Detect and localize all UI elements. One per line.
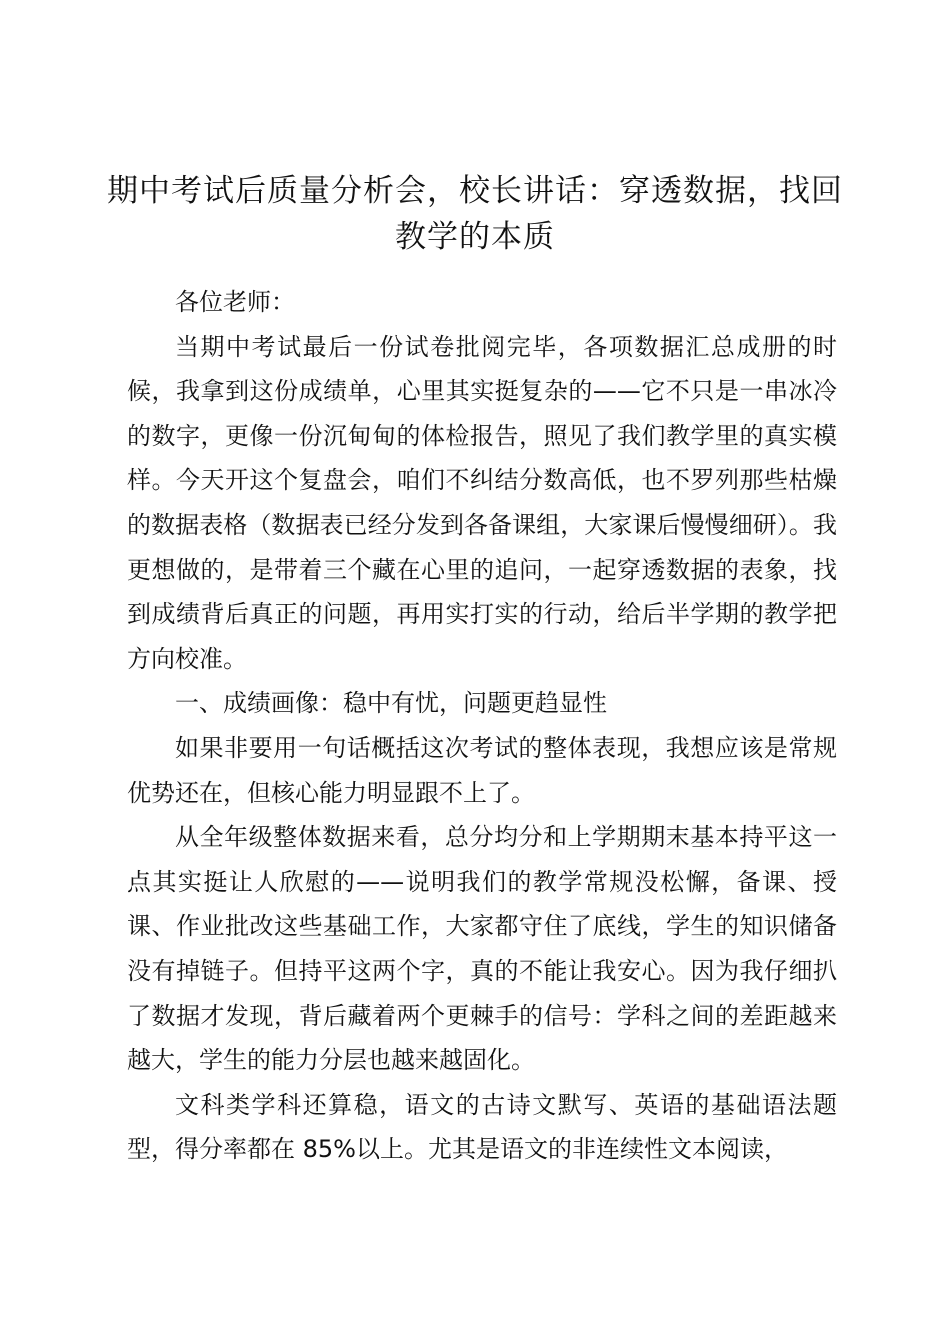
document-body	[127, 280, 837, 1172]
intro-paragraph: 当期中考试最后一份试卷批阅完毕，各项数据汇总成册的时候，我拿到这份成绩单，心里其实挺复杂的——它不只是一串冰冷的数字，更像一份沉甸甸的体检报告，照见了我们教学里的真实模样。今天开这个复盘会，咱们不纠结分数高低，也不罗列那些枯燥的数据表格（数据表已经分发到各备课组，大家课后慢慢细研）。我更想做的，是带着三个藏在心里的追问，一起穿透数据的表象，找到成绩背后真正的问题，再用实打实的行动，给后半学期的教学把方向校准。	[127, 332, 837, 673]
liberal-arts-paragraph: 文科类学科还算稳，语文的古诗文默写、英语的基础语法题型，得分率都在 85%以上。尤其是语文的非连续性文本阅读，	[127, 1090, 837, 1164]
document-title: 期中考试后质量分析会，校长讲话：穿透数据，找回教学的本质	[107, 173, 843, 255]
salutation-paragraph: 各位老师：	[175, 288, 295, 316]
section-heading-1: 一、成绩画像：稳中有忧，问题更趋显性	[175, 689, 607, 718]
grade-data-paragraph: 从全年级整体数据来看，总分均分和上学期期末基本持平这一点其实挺让人欣慰的——说明我们的教学常规没松懈，备课、授课、作业批改这些基础工作，大家都守住了底线，学生的知识储备没有掉链子。但持平这两个字，真的不能让我安心。因为我仔细扒了数据才发现，背后藏着两个更棘手的信号：学科之间的差距越来越大，学生的能力分层也越来越固化。	[127, 823, 837, 1075]
summary-paragraph: 如果非要用一句话概括这次考试的整体表现，我想应该是常规优势还在，但核心能力明显跟不上了。	[127, 733, 837, 807]
